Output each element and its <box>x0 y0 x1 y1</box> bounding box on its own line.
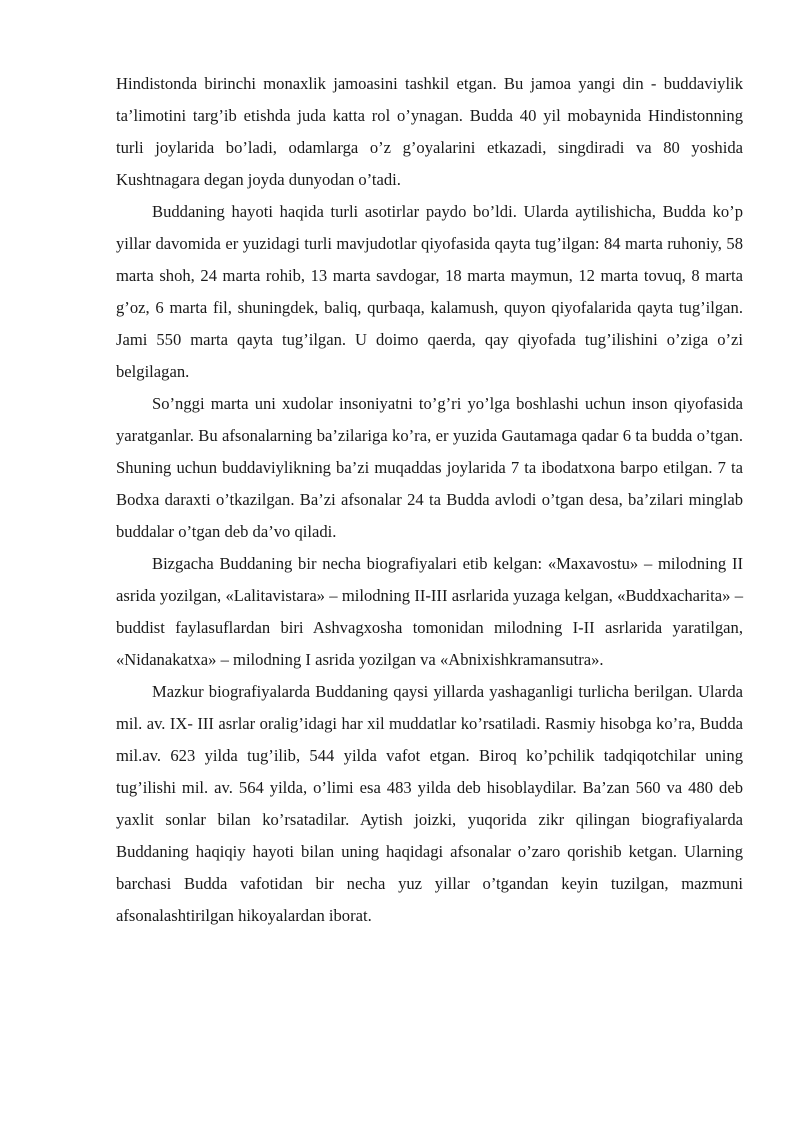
paragraph-buddha-legends: Buddaning hayoti haqida turli asotirlar paydo bo’ldi. Ularda aytilishicha, Budda ko’p yillar davomida er yuzidagi turli mavjudotlar qiyofasida qayta tug’ilgan: 84 marta ruhoniy, 58 marta shoh, 24 marta rohib, 13 marta savdogar, 18 marta maymun, 12 marta tovuq, 8 marta g’oz, 6 marta fil, shuningdek, baliq, qurbaqa, kalamush, quyon qiyofalarida qayta tug’ilgan. Jami 550 marta qayta tug’ilgan. U doimo qaerda, qay qiyofada tug’ilishini o’ziga o’zi belgilagan. <box>116 202 743 381</box>
paragraph-dates: Mazkur biografiyalarda Buddaning qaysi yillarda yashaganligi turlicha berilgan. Ularda mil. av. IX- III asrlar oralig’idagi har xil muddatlar ko’rsatiladi. Rasmiy hisobga ko’ra, Budda mil.av. 623 yilda tug’ilib, 544 yilda vafot etgan. Biroq ko’pchilik tadqiqotchilar uning tug’ilishi mil. av. 564 yilda, o’limi esa 483 yilda deb hisoblaydilar. Ba’zan 560 va 480 deb yaxlit sonlar bilan ko’rsatadilar. Aytish joizki, yuqorida zikr qilingan biografiyalarda Buddaning haqiqiy hayoti bilan uning haqidagi afsonalar o’zaro qorishib ketgan. Ularning barchasi Budda vafotidan bir necha yuz yillar o’tgandan keyin tuzilgan, mazmuni afsonalashtirilgan hikoyalardan iborat. <box>116 682 743 925</box>
body-text <box>116 68 743 932</box>
paragraph-last-rebirth: So’nggi marta uni xudolar insoniyatni to’g’ri yo’lga boshlashi uchun inson qiyofasida yaratganlar. Bu afsonalarning ba’zilariga ko’ra, er yuzida Gautamaga qadar 6 ta budda o’tgan. Shuning uchun buddaviylikning ba’zi muqaddas joylarida 7 ta ibodatxona barpo etilgan. 7 ta Bodxa daraxti o’tkazilgan. Ba’zi afsonalar 24 ta Budda avlodi o’tgan desa, ba’zilari minglab buddalar o’tgan deb da’vo qiladi. <box>116 394 743 541</box>
paragraph-biographies: Bizgacha Buddaning bir necha biografiyalari etib kelgan: «Maxavostu» – milodning II asrida yozilgan, «Lalitavistara» – milodning II-III asrlarida yuzaga kelgan, «Buddxacharita» – buddist faylasuflardan biri Ashvagxosha tomonidan milodning I-II asrlarida yaratilgan, «Nidanakatxa» – milodning I asrida yozilgan va «Abnixishkramansutra». <box>116 554 743 669</box>
paragraph-continuation: Hindistonda birinchi monaxlik jamoasini tashkil etgan. Bu jamoa yangi din - buddaviylik ta’limotini targ’ib etishda juda katta rol o’ynagan. Budda 40 yil mobaynida Hindistonning turli joylarida bo’ladi, odamlarga o’z g’oyalarini etkazadi, singdiradi va 80 yoshida Kushtnagara degan joyda dunyodan o’tadi. <box>116 74 743 189</box>
